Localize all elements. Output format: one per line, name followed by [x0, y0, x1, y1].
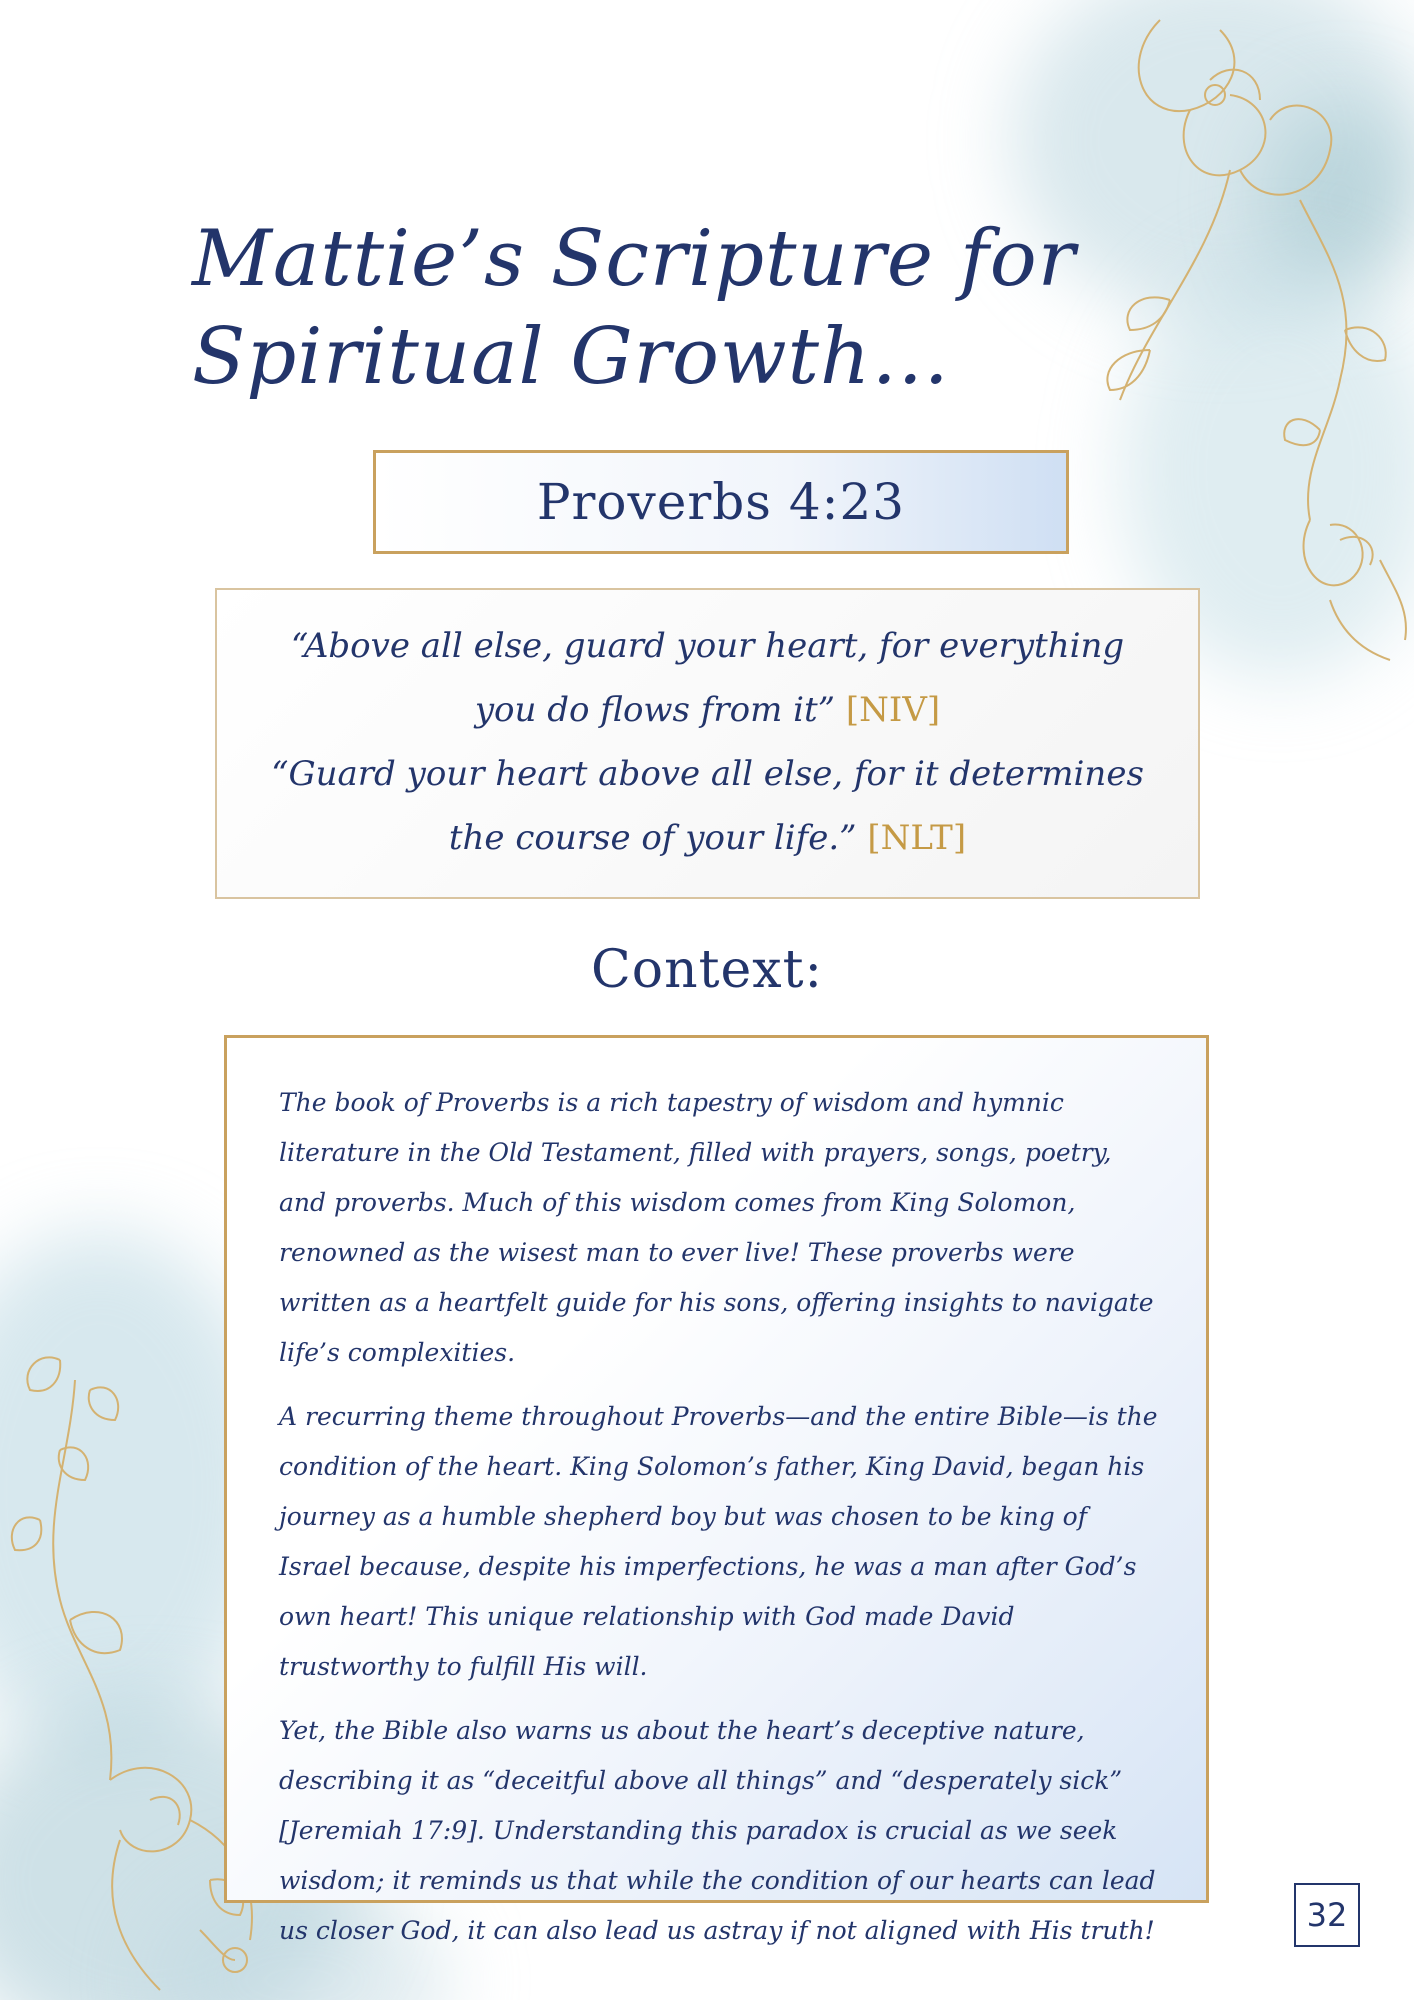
- context-box: [224, 1035, 1209, 1945]
- context-paragraph-1: The book of Proverbs is a rich tapestry of wisdom and hymnic literature in the Old Testament, filled with prayers, songs, poetry, and proverbs. Much of this wisdom comes from King Solomon, renowned as the wisest man to ever live! These proverbs were written as a heartfelt guide for his sons, offering insights to navigate life’s complexities.: [279, 1088, 1154, 1367]
- title-line-1: Mattie’s Scripture for: [192, 214, 1076, 304]
- verse-nlt: [257, 742, 1158, 870]
- page-number: 32: [1294, 1883, 1360, 1947]
- context-paragraph-3: Yet, the Bible also warns us about the heart’s deceptive nature, describing it as “deceitful above all things” and “desperately sick” [Jeremiah 17:9]. Understanding this paradox is crucial as we seek wisdom; it reminds us that while the condition of our hearts can lead us closer God, it can also lead us astray if not aligned with His truth!: [279, 1716, 1156, 1945]
- scripture-reference: Proverbs 4:23: [536, 473, 906, 531]
- verse-nlt-text: “Guard your heart above all else, for it determines the course of your life.”: [271, 754, 1144, 858]
- title-line-2: Spiritual Growth…: [192, 312, 951, 402]
- verse-nlt-version: [NLT]: [867, 818, 967, 858]
- page-title: [192, 210, 1092, 406]
- context-paragraph-2: A recurring theme throughout Proverbs—and the entire Bible—is the condition of the heart. King Solomon’s father, King David, began his journey as a humble shepherd boy but was chosen to be king of Israel because, despite his imperfections, he was a man after God’s own heart! This unique relationship with God made David trustworthy to fulfill His will.: [279, 1402, 1158, 1681]
- context-heading: Context:: [591, 940, 823, 1000]
- scripture-reference-box: [373, 450, 1069, 554]
- verse-box: [215, 588, 1200, 899]
- verse-niv-version: [NIV]: [845, 690, 941, 730]
- verse-niv: [257, 614, 1158, 742]
- verse-niv-text: “Above all else, guard your heart, for everything you do flows from it”: [290, 626, 1125, 730]
